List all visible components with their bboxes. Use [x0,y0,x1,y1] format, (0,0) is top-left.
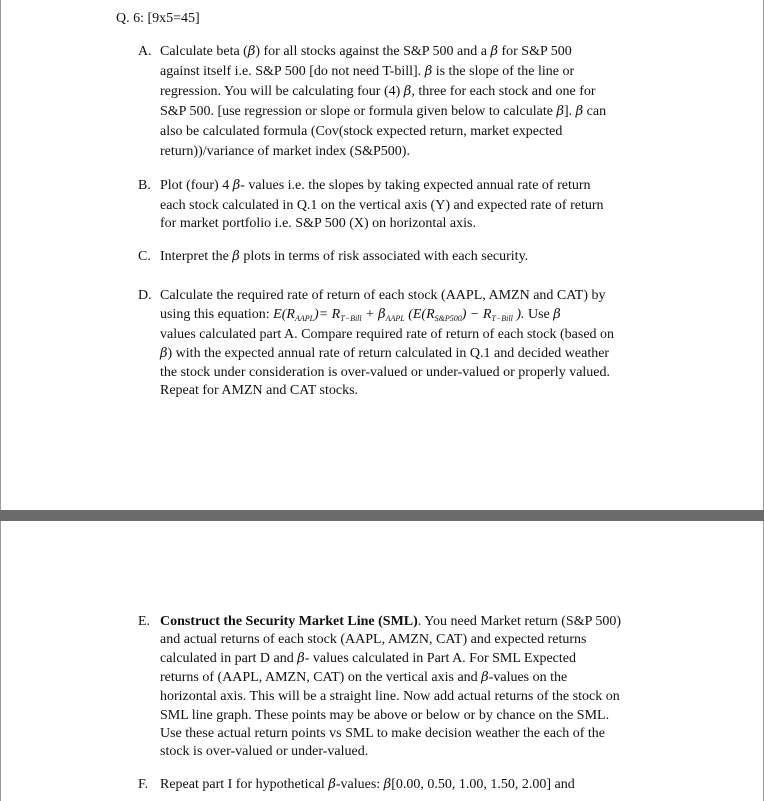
part-b-line-1: Plot (four) 4 β- values i.e. the slopes by taking expected annual rate of return [160,178,591,193]
question-header: Q. 6: [9x5=45] [116,11,200,26]
document-page-2 [0,521,764,801]
part-d-line-4: β) with the expected annual rate of return calculated in Q.1 and decided weather [160,346,610,361]
required-return-equation: $E(R_{AAPL})= R_{T-Bill} + \beta_{AAPL}$ ($E(R_{S\&P500}) - R_{T-Bill}$ ). [273,307,525,323]
part-e-line-4: returns of (AAPL, AMZN, CAT) on the vertical axis and β-values on the [160,670,568,685]
part-d [138,286,658,406]
part-e-line-7: Use these actual return points vs SML to make decision weather the each of the [160,726,606,741]
part-d-label: D. [138,288,152,303]
part-b-line-2: each stock calculated in Q.1 on the vertical axis (Y) and expected rate of return [160,198,604,213]
part-d-line-2: using this equation: $E(R_{AAPL})= R_{T-Bill} + \beta_{AAPL}$ ($E(R_{S\&P500}) - R_{T-Bill}$ ). Use β [160,307,561,323]
part-f [138,775,658,801]
part-e-line-1: Construct the Security Market Line (SML). You need Market return (S&P 500) [160,614,622,629]
part-e-line-2: and actual returns of each stock (AAPL, AMZN, CAT) and expected returns [160,632,587,647]
part-a-label: A. [138,44,152,59]
part-f-label: F. [138,777,149,792]
part-c-label: C. [138,249,151,264]
part-e-line-5: horizontal axis. This will be a straight line. Now add actual returns of the stock on [160,689,620,704]
part-e [138,612,658,772]
part-e-line-6: SML line graph. These points may be above or below or by chance on the SML. [160,708,610,723]
part-b-line-3: for market portfolio i.e. S&P 500 (X) on horizontal axis. [160,216,476,231]
part-a-line-4: S&P 500. [use regression or slope or formula given below to calculate β]. β can [160,104,607,119]
part-a-line-6: return))/variance of market index (S&P500). [160,144,410,159]
part-e-label: E. [138,614,151,629]
part-a-line-1: Calculate beta (β) for all stocks against the S&P 500 and a β for S&P 500 [160,44,572,59]
part-c-line-1: Interpret the β plots in terms of risk associated with each security. [160,249,529,264]
page-separator [0,510,764,521]
part-d-line-5: the stock under consideration is over-valued or under-valued or properly valued. [160,365,611,380]
part-a [138,42,658,162]
part-d-line-3: values calculated part A. Compare required rate of return of each stock (based on [160,327,615,342]
part-e-line-8: stock is over-valued or under-valued. [160,744,369,759]
part-f-line-1: Repeat part I for hypothetical β-values: β[0.00, 0.50, 1.00, 1.50, 2.00] and [160,777,575,792]
part-c [138,247,658,267]
part-a-line-5: also be calculated formula (Cov(stock expected return, market expected [160,124,563,139]
part-e-line-3: calculated in part D and β- values calculated in Part A. For SML Expected [160,651,576,666]
part-b-label: B. [138,178,151,193]
part-d-line-1: Calculate the required rate of return of each stock (AAPL, AMZN and CAT) by [160,288,606,303]
part-a-line-2: against itself i.e. S&P 500 [do not need T-bill]. β is the slope of the line or [160,64,575,79]
part-b [138,176,658,236]
part-a-line-3: regression. You will be calculating four (4) β, three for each stock and one for [160,84,596,99]
part-d-line-6: Repeat for AMZN and CAT stocks. [160,383,359,398]
